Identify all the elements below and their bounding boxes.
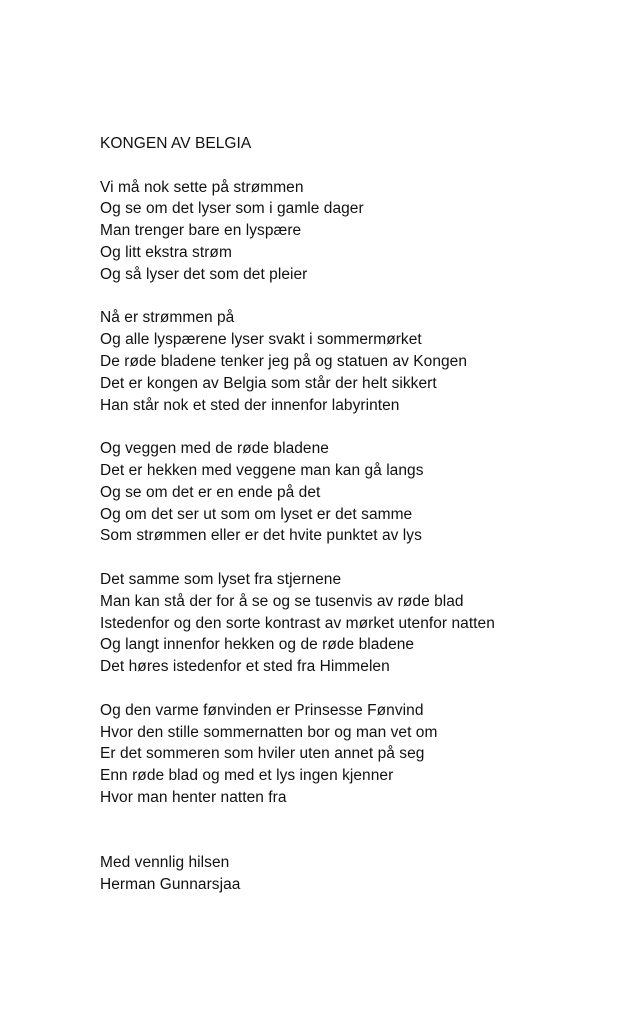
stanza-2 <box>100 307 620 416</box>
poem-line: Er det sommeren som hviler uten annet på seg <box>100 745 425 763</box>
signature-closing: Med vennlig hilsen <box>100 854 230 872</box>
poem-line: Han står nok et sted der innenfor labyrinten <box>100 396 400 414</box>
poem-line: Som strømmen eller er det hvite punktet av lys <box>100 527 422 545</box>
poem-line: Og så lyser det som det pleier <box>100 265 308 283</box>
poem-line: Og alle lyspærene lyser svakt i sommermørket <box>100 331 422 349</box>
poem-line: Og se om det er en ende på det <box>100 483 321 501</box>
poem-line: Og om det ser ut som om lyset er det samme <box>100 505 413 523</box>
poem-line: De røde bladene tenker jeg på og statuen av Kongen <box>100 352 468 370</box>
poem-document <box>100 133 620 896</box>
poem-line: Og veggen med de røde bladene <box>100 440 329 458</box>
signature-block <box>100 852 620 896</box>
poem-line: Det er hekken med veggene man kan gå langs <box>100 461 424 479</box>
poem-line: Man kan stå der for å se og se tusenvis av røde blad <box>100 592 464 610</box>
poem-line: Nå er strømmen på <box>100 309 235 327</box>
poem-line: Vi må nok sette på strømmen <box>100 178 304 196</box>
poem-line: Og litt ekstra strøm <box>100 243 232 261</box>
poem-title: KONGEN AV BELGIA <box>100 135 252 152</box>
poem-line: Enn røde blad og med et lys ingen kjenner <box>100 767 394 785</box>
stanza-5 <box>100 700 620 809</box>
poem-line: Hvor den stille sommernatten bor og man vet om <box>100 723 438 741</box>
poem-line: Man trenger bare en lyspære <box>100 222 302 240</box>
poem-line: Det høres istedenfor et sted fra Himmelen <box>100 658 390 676</box>
poem-line: Og langt innenfor hekken og de røde bladene <box>100 636 415 654</box>
poem-line: Og se om det lyser som i gamle dager <box>100 200 364 218</box>
poem-line: Det er kongen av Belgia som står der helt sikkert <box>100 374 437 392</box>
poem-line: Istedenfor og den sorte kontrast av mørket utenfor natten <box>100 614 495 632</box>
stanza-3 <box>100 438 620 547</box>
poem-line: Det samme som lyset fra stjernene <box>100 570 342 588</box>
poem-line: Hvor man henter natten fra <box>100 788 287 806</box>
stanza-4 <box>100 569 620 678</box>
signature-name: Herman Gunnarsjaa <box>100 876 241 894</box>
stanza-1 <box>100 177 620 286</box>
poem-line: Og den varme fønvinden er Prinsesse Fønvind <box>100 701 424 719</box>
